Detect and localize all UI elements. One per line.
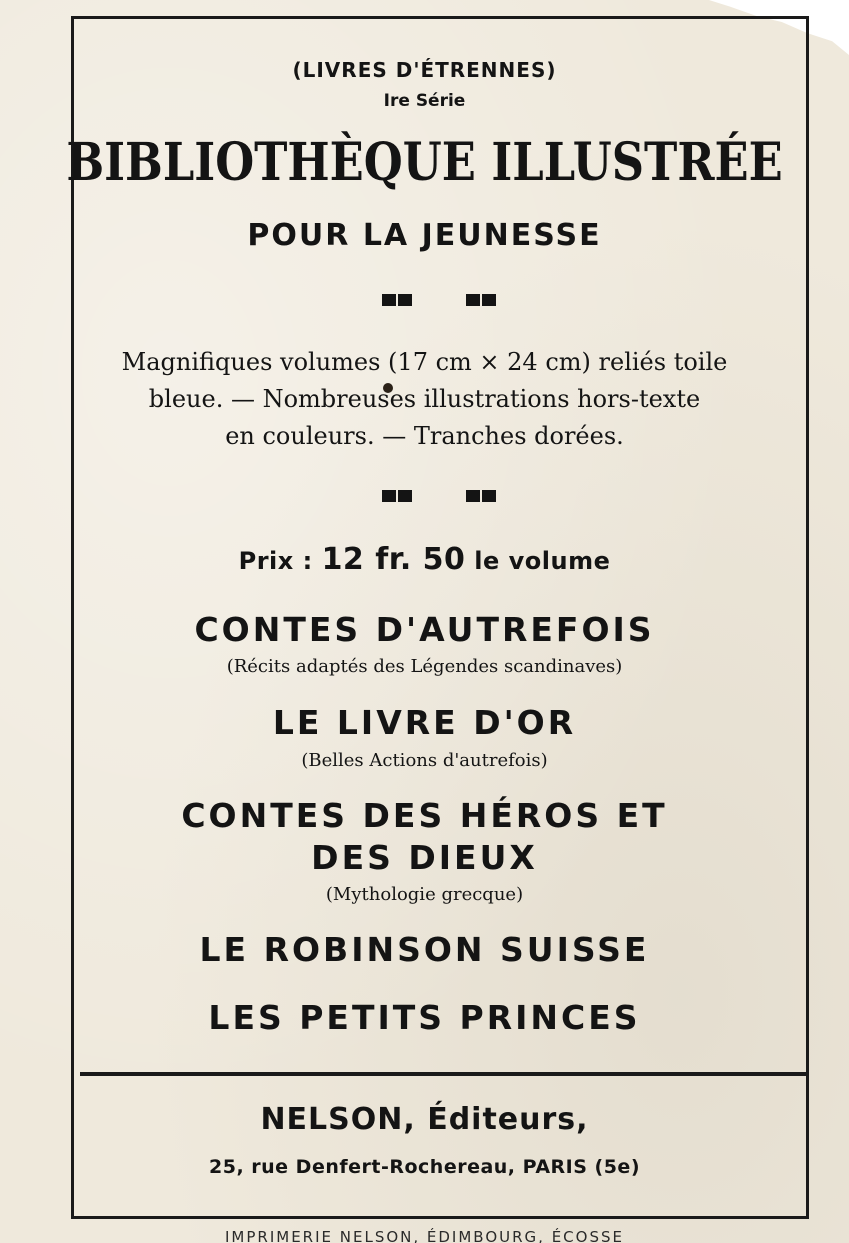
page-subtitle: POUR LA JEUNESSE [247,218,602,253]
ornament-square [466,490,480,502]
ornament-square [382,294,396,306]
ornament-square [398,490,412,502]
book-title: LE LIVRE D'OR [272,703,577,742]
book-title: CONTES DES HÉROS ET [181,796,668,835]
price-prefix: Prix : [238,547,322,575]
ornament-square [382,490,396,502]
description [0,344,849,455]
price-suffix: le volume [465,547,611,575]
page-title: BIBLIOTHÈQUE ILLUSTRÉE [66,132,783,193]
book-title: DES DIEUX [311,838,538,877]
publisher-address: 25, rue Denfert-Rochereau, PARIS (5e) [209,1156,640,1178]
series-label: (LIVRES D'ÉTRENNES) [292,58,557,82]
book-title: LE ROBINSON SUISSE [199,930,650,969]
ornament-squares-bottom [382,490,502,504]
publisher-name: NELSON, Éditeurs, [260,1102,589,1137]
description-line: Magnifiques volumes (17 cm × 24 cm) reliés toile [121,348,728,376]
book-subtitle: (Mythologie grecque) [325,884,524,905]
footer-divider [80,1072,806,1076]
ornament-square [466,294,480,306]
ornament-square [398,294,412,306]
description-line: bleue. — Nombreuses illustrations hors-texte [148,385,701,413]
description-line: en couleurs. — Tranches dorées. [225,422,624,450]
ornament-squares-top [382,294,502,308]
book-title: LES PETITS PRINCES [208,998,641,1037]
book-subtitle: (Belles Actions d'autrefois) [301,750,548,771]
ornament-square [482,294,496,306]
printer-credit: IMPRIMERIE NELSON, ÉDIMBOURG, ÉCOSSE [225,1228,624,1243]
book-subtitle: (Récits adaptés des Légendes scandinaves) [226,656,623,677]
book-title: CONTES D'AUTREFOIS [194,610,655,649]
price-amount: 12 fr. 50 [321,542,466,577]
price-line [0,542,849,577]
series-number: Ire Série [383,91,466,111]
ornament-square [482,490,496,502]
